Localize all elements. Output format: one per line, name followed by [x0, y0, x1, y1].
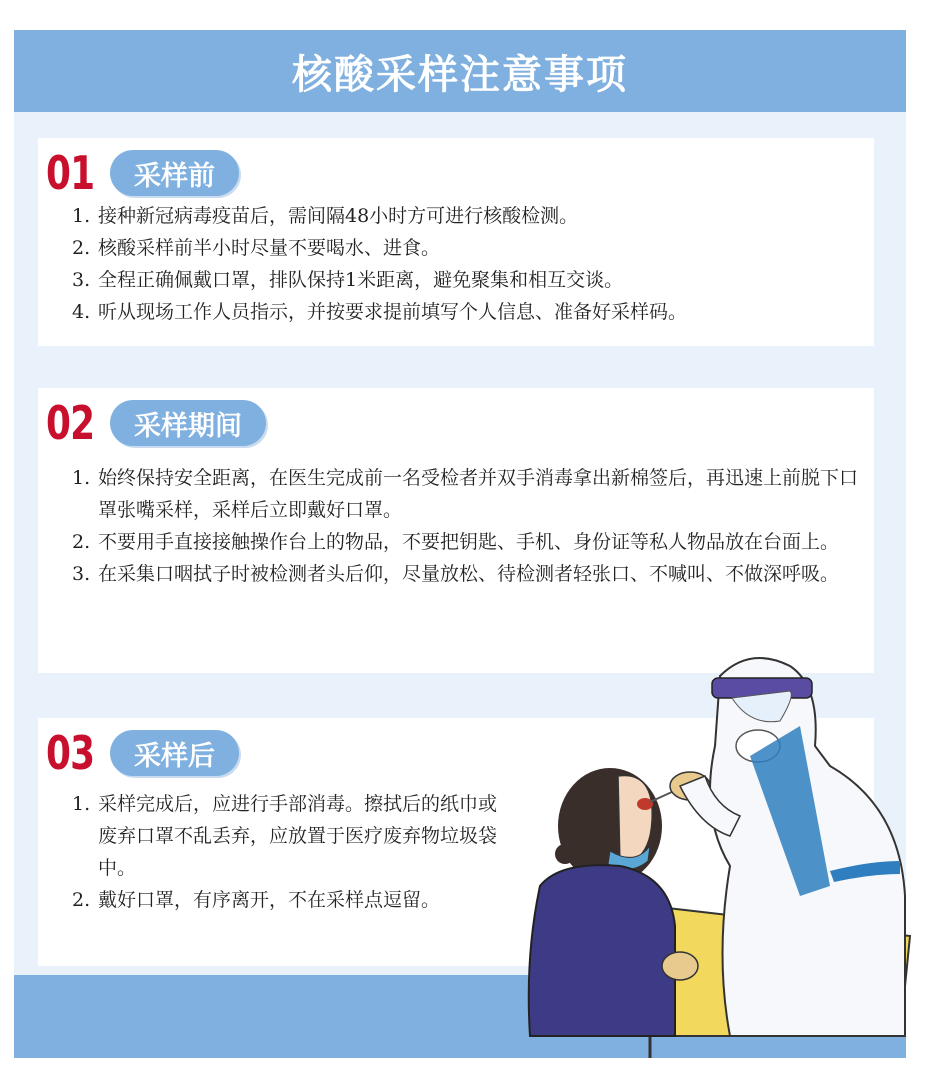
section-during-sampling [38, 388, 874, 673]
list-item: 1. 采样完成后，应进行手部消毒。擦拭后的纸巾或废弃口罩不乱丢弃，应放置于医疗废弃物垃圾袋中。 [72, 793, 498, 879]
section-label: 采样后 [110, 730, 239, 776]
list-item: 3. 全程正确佩戴口罩，排队保持1米距离，避免聚集和相互交谈。 [72, 269, 624, 291]
page-title: 核酸采样注意事项 [292, 51, 628, 98]
section-header [46, 726, 239, 780]
section-header [46, 396, 266, 450]
section-number: 01 [46, 146, 95, 200]
list-item: 2. 不要用手直接接触操作台上的物品，不要把钥匙、手机、身份证等私人物品放在台面上。 [72, 531, 840, 553]
list-item: 4. 听从现场工作人员指示，并按要求提前填写个人信息、准备好采样码。 [72, 301, 688, 323]
item-list [72, 462, 862, 590]
section-header [46, 146, 239, 200]
list-item: 1. 接种新冠病毒疫苗后，需间隔48小时方可进行核酸检测。 [72, 205, 579, 227]
list-item: 2. 核酸采样前半小时尽量不要喝水、进食。 [72, 237, 441, 259]
swab-sampling-illustration [500, 636, 920, 1058]
section-number: 02 [46, 396, 95, 450]
list-item: 1. 始终保持安全距离，在医生完成前一名受检者并双手消毒拿出新棉签后，再迅速上前脱下口罩张嘴采样，采样后立即戴好口罩。 [72, 467, 859, 521]
section-before-sampling [38, 138, 874, 346]
item-list [72, 788, 512, 916]
list-item: 3. 在采集口咽拭子时被检测者头后仰，尽量放松、待检测者轻张口、不喊叫、不做深呼吸。 [72, 563, 840, 585]
item-list [72, 200, 862, 328]
title-banner [14, 30, 906, 112]
section-label: 采样前 [110, 150, 239, 196]
section-number: 03 [46, 726, 95, 780]
list-item: 2. 戴好口罩，有序离开，不在采样点逗留。 [72, 889, 441, 911]
section-label: 采样期间 [110, 400, 266, 446]
